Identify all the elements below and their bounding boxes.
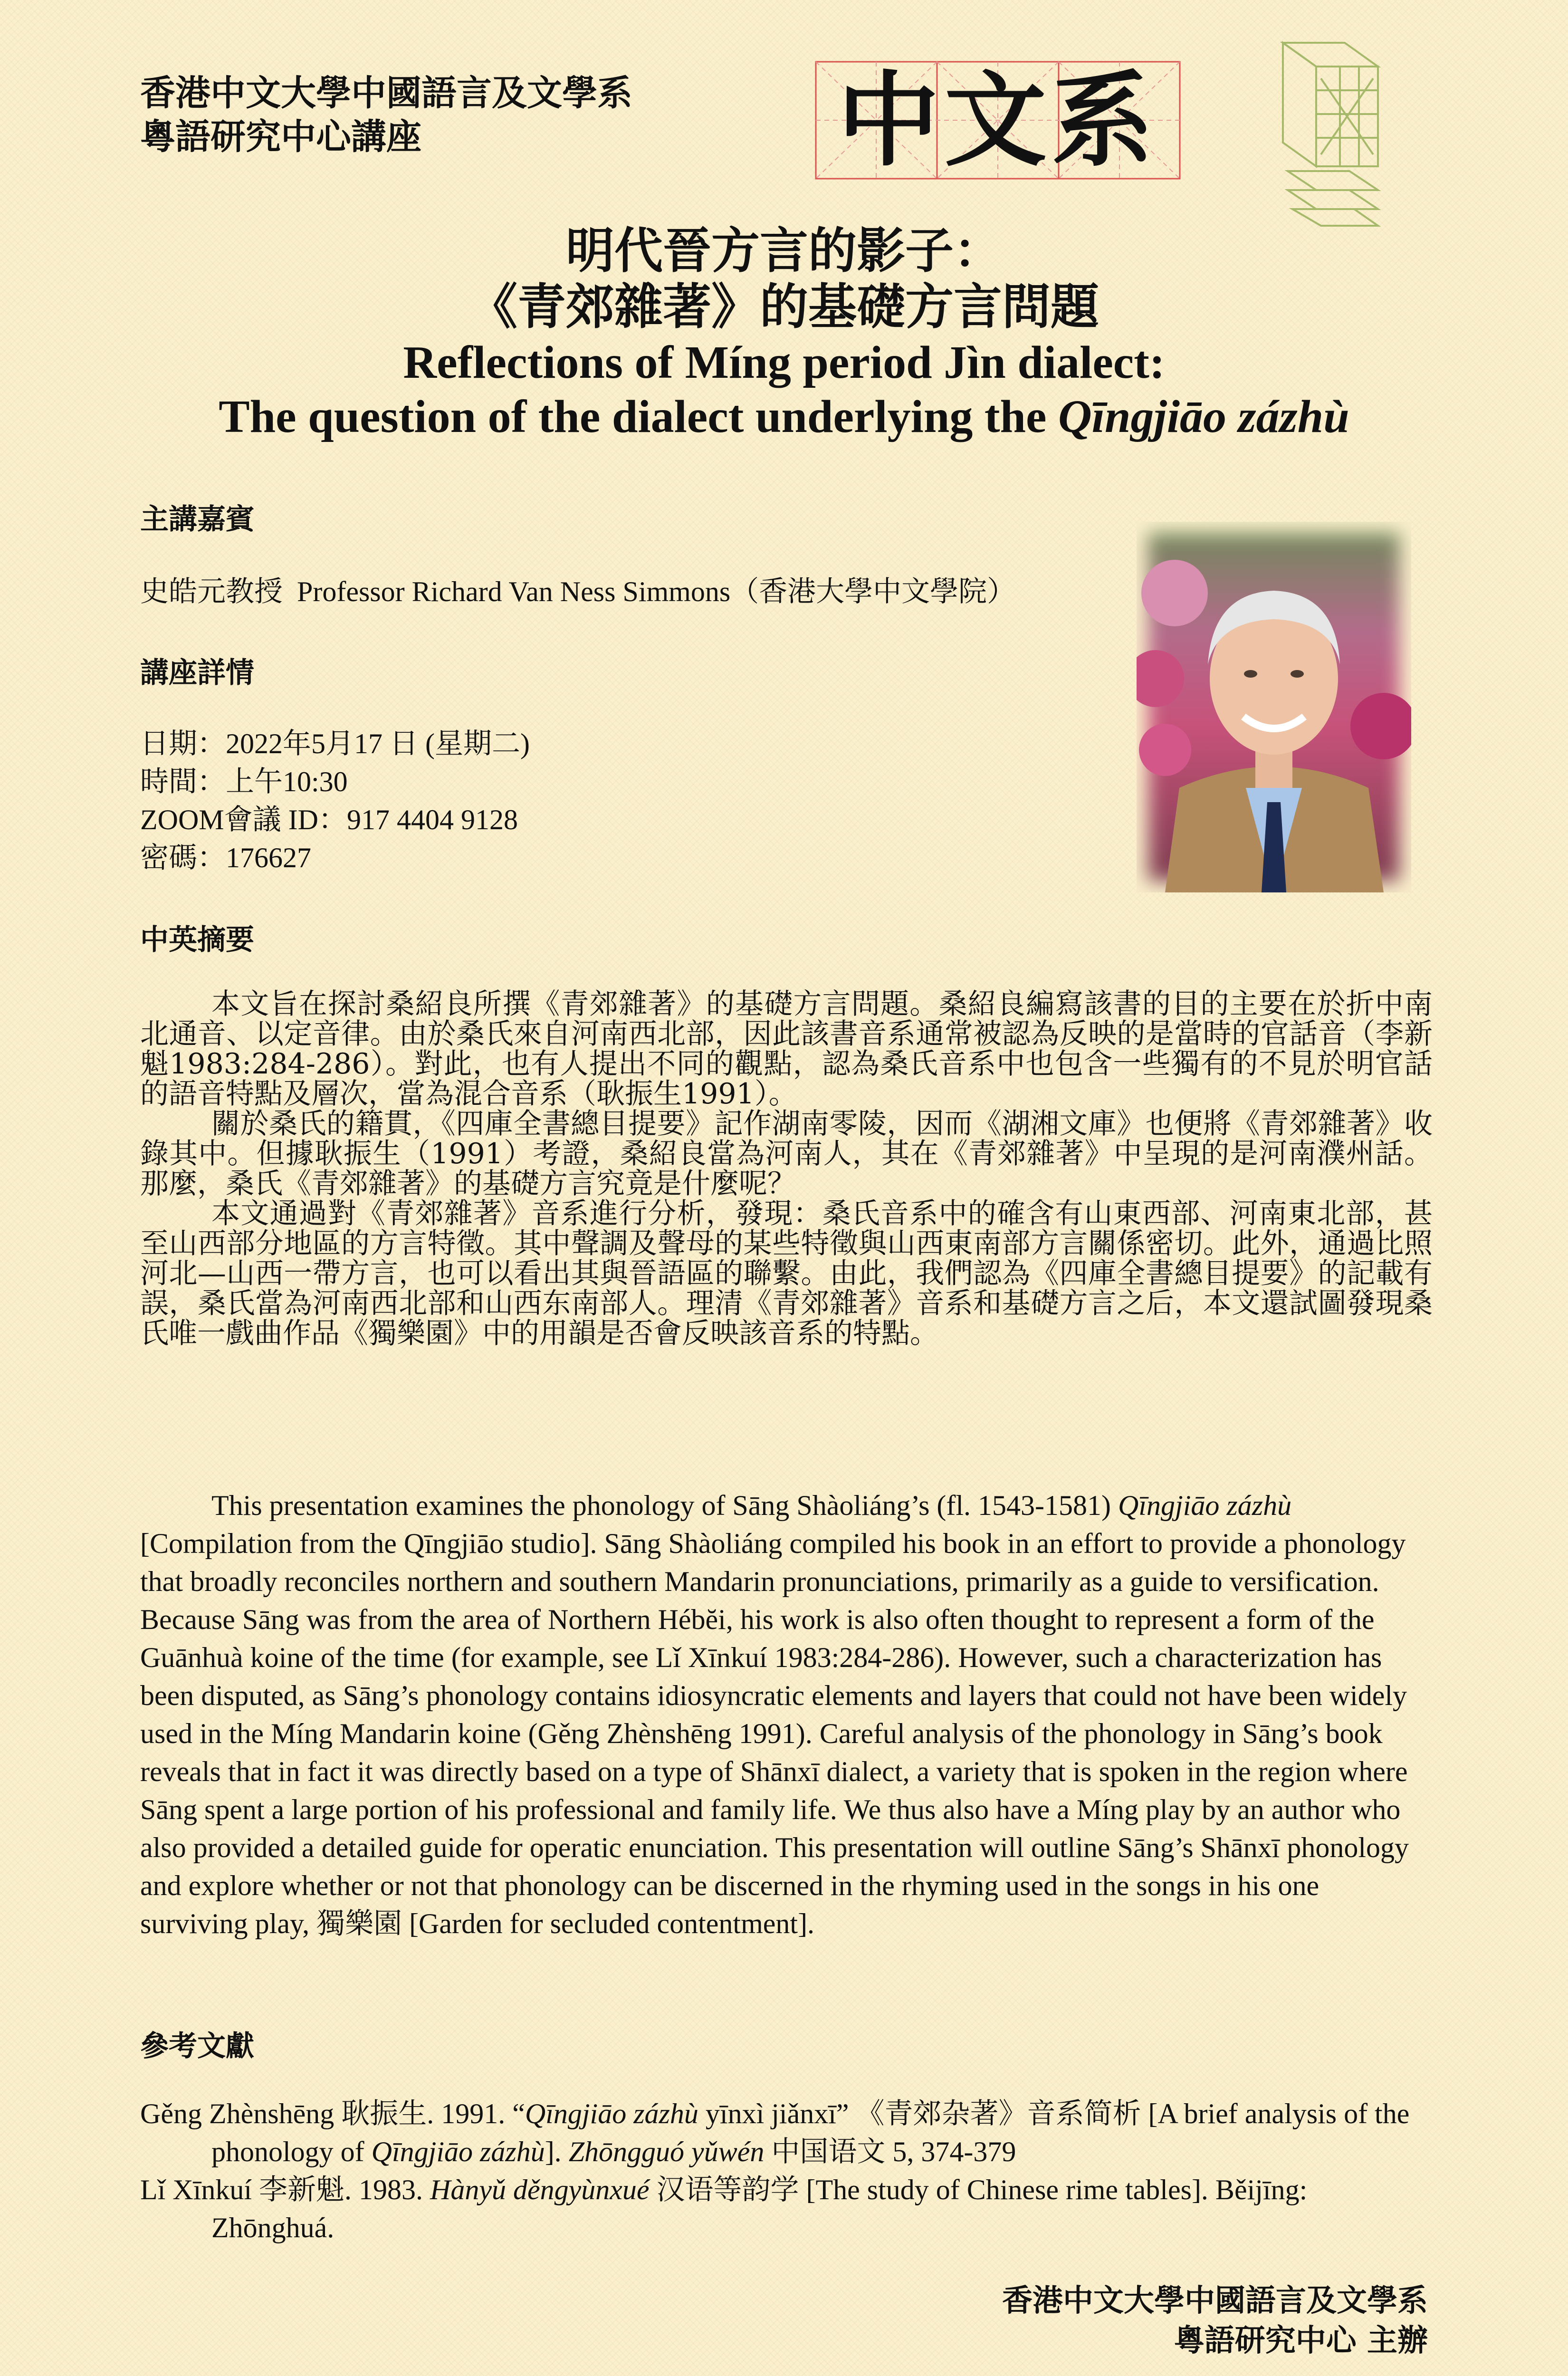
references-list: [140, 2095, 1433, 2247]
abstract-en-italic-title: Qīngjiāo zázhù: [1118, 1490, 1292, 1521]
reference-2-part-b: 汉语等韵学 [The study of Chinese rime tables]. Běijīng: Zhōnghuá.: [211, 2174, 1308, 2243]
reference-2-italic: Hànyǔ děngyùnxué: [430, 2174, 650, 2205]
abstract-heading: 中英摘要: [140, 923, 254, 957]
reference-item: [140, 2171, 1433, 2247]
organizer-line-2: 粵語研究中心 主辦: [1174, 2323, 1428, 2358]
reference-2-part-a: Lǐ Xīnkuí 李新魁. 1983.: [140, 2174, 430, 2205]
speaker-affiliation: （香港大學中文學院）: [730, 576, 1016, 607]
abstract-zh-paragraph-2: 關於桑氏的籍貫，《四庫全書總目提要》記作湖南零陵，因而《湖湘文庫》也便將《青郊雜著》收錄其中。但據耿振生（1991）考證，桑紹良當為河南人，其在《青郊雜著》中呈現的是河南濮州話。那麼，桑氏《青郊雜著》的基礎方言究竟是什麼呢？: [140, 1107, 1433, 1200]
zoom-password: 密碼：176627: [140, 842, 311, 873]
title-en-line2-italic: Qīngjiāo zázhù: [1058, 391, 1349, 442]
speaker-heading: 主講嘉賓: [140, 503, 254, 536]
lecture-title: [71, 223, 1497, 444]
reference-1-italic-c: Zhōngguó yǔwén: [568, 2136, 765, 2167]
abstract-zh-paragraph-1: 本文旨在探討桑紹良所撰《青郊雜著》的基礎方言問題。桑紹良編寫該書的目的主要在於折中南北通音、以定音律。由於桑氏來自河南西北部，因此該書音系通常被認為反映的是當時的官話音（李新魁1983:284-286）。對此，也有人提出不同的觀點，認為桑氏音系中也包含一些獨有的不見於明官話的語音特點及層次，當為混合音系（耿振生1991）。: [140, 987, 1433, 1111]
reference-item: [140, 2095, 1433, 2171]
abstract-en-paragraph: [140, 1486, 1433, 1943]
zoom-meeting-id: ZOOM會議 ID：917 4404 9128: [140, 804, 518, 835]
organizer-line-1: 香港中文大學中國語言及文學系: [1002, 2283, 1428, 2319]
title-en-line1: Reflections of Míng period Jìn dialect:: [403, 337, 1165, 388]
speaker-info: [140, 573, 1015, 611]
details-heading: 講座詳情: [140, 656, 254, 690]
speaker-photo: [1137, 522, 1411, 892]
lecture-series-name: 粵語研究中心講座: [140, 116, 421, 157]
abstract-en: [140, 1486, 1433, 1943]
title-zh-line1: 明代晉方言的影子：: [566, 223, 1002, 279]
details-list: [140, 725, 530, 877]
reference-1-italic-b: Qīngjiāo zázhù: [371, 2136, 545, 2167]
lecture-date: 日期：2022年5月17 日 (星期二): [140, 728, 530, 759]
department-logo: [815, 61, 1181, 180]
abstract-zh: [140, 989, 1433, 1349]
organizer-footer: [1002, 2281, 1428, 2361]
references-heading: 參考文獻: [140, 2030, 254, 2063]
university-emblem: [1273, 33, 1387, 233]
abstract-zh-paragraph-3: 本文通過對《青郊雜著》音系進行分析，發現：桑氏音系中的確含有山東西部、河南東北部，甚至山西部分地區的方言特徵。其中聲調及聲母的某些特徵與山西東南部方言關係密切。此外，通過比照河北—山西一帶方言，也可以看出其與晉語區的聯繫。由此，我們認為《四庫全書總目提要》的記載有誤，桑氏當為河南西北部和山西东南部人。理清《青郊雜著》音系和基礎方言之后，本文還試圖發現桑氏唯一戲曲作品《獨樂園》中的用韻是否會反映該音系的特點。: [140, 1197, 1433, 1350]
department-name: 香港中文大學中國語言及文學系: [140, 73, 632, 114]
reference-1-part-c: ].: [545, 2136, 569, 2167]
title-en-line2: [71, 390, 1497, 444]
abstract-en-part-a: This presentation examines the phonology of Sāng Shàoliáng’s (fl. 1543-1581): [211, 1490, 1119, 1521]
department-header: [140, 71, 632, 159]
reference-1-italic-a: Qīngjiāo zázhù: [525, 2098, 698, 2129]
title-zh-line2: 《青郊雜著》的基礎方言問題: [469, 279, 1099, 335]
speaker-name-zh: 史皓元教授: [140, 576, 283, 607]
logo-text: 中文系: [837, 60, 1158, 180]
speaker-name-en: Professor Richard Van Ness Simmons: [297, 576, 731, 607]
title-en-line2-prefix: The question of the dialect underlying the: [219, 391, 1059, 442]
lecture-time: 時間：上午10:30: [140, 766, 348, 797]
reference-1-part-b: yīnxì jiǎnxī” 《青郊杂著》音系简析 [A brief analysis of the phonology of: [211, 2098, 1410, 2167]
portrait-illustration: [1137, 522, 1411, 892]
emblem-graphic: [1273, 33, 1387, 233]
abstract-en-part-b: [Compilation from the Qīngjiāo studio]. Sāng Shàoliáng compiled his book in an effort to provide a phonology that broadly reconciles northern and southern Mandarin pronunciations, primarily as a guide to versification. Because Sāng was from the area of Northern Hébĕi, his work is also often thought to represent a form of the Guānhuà koine of the time (for example, see Lǐ Xīnkuí 1983:284-286). However, such a characterization has been disputed, as Sāng’s phonology contains idiosyncratic elements and layers that could not have been widely used in the Míng Mandarin koine (Gěng Zhènshēng 1991). Careful analysis of the phonology in Sāng’s book reveals that in fact it was directly based on a type of Shānxī dialect, a variety that is spoken in the region where Sāng spent a large portion of his professional and family life. We thus also have a Míng play by an author who also provided a detailed guide for operatic enunciation. This presentation will outline Sāng’s Shānxī phonology and explore whether or not that phonology can be discerned in the rhyming used in the songs in his one surviving play, 獨樂園 [Garden for secluded contentment].: [140, 1528, 1409, 1939]
reference-1-part-d: 中国语文 5, 374-379: [764, 2136, 1016, 2167]
reference-1-part-a: Gěng Zhènshēng 耿振生. 1991. “: [140, 2098, 525, 2129]
